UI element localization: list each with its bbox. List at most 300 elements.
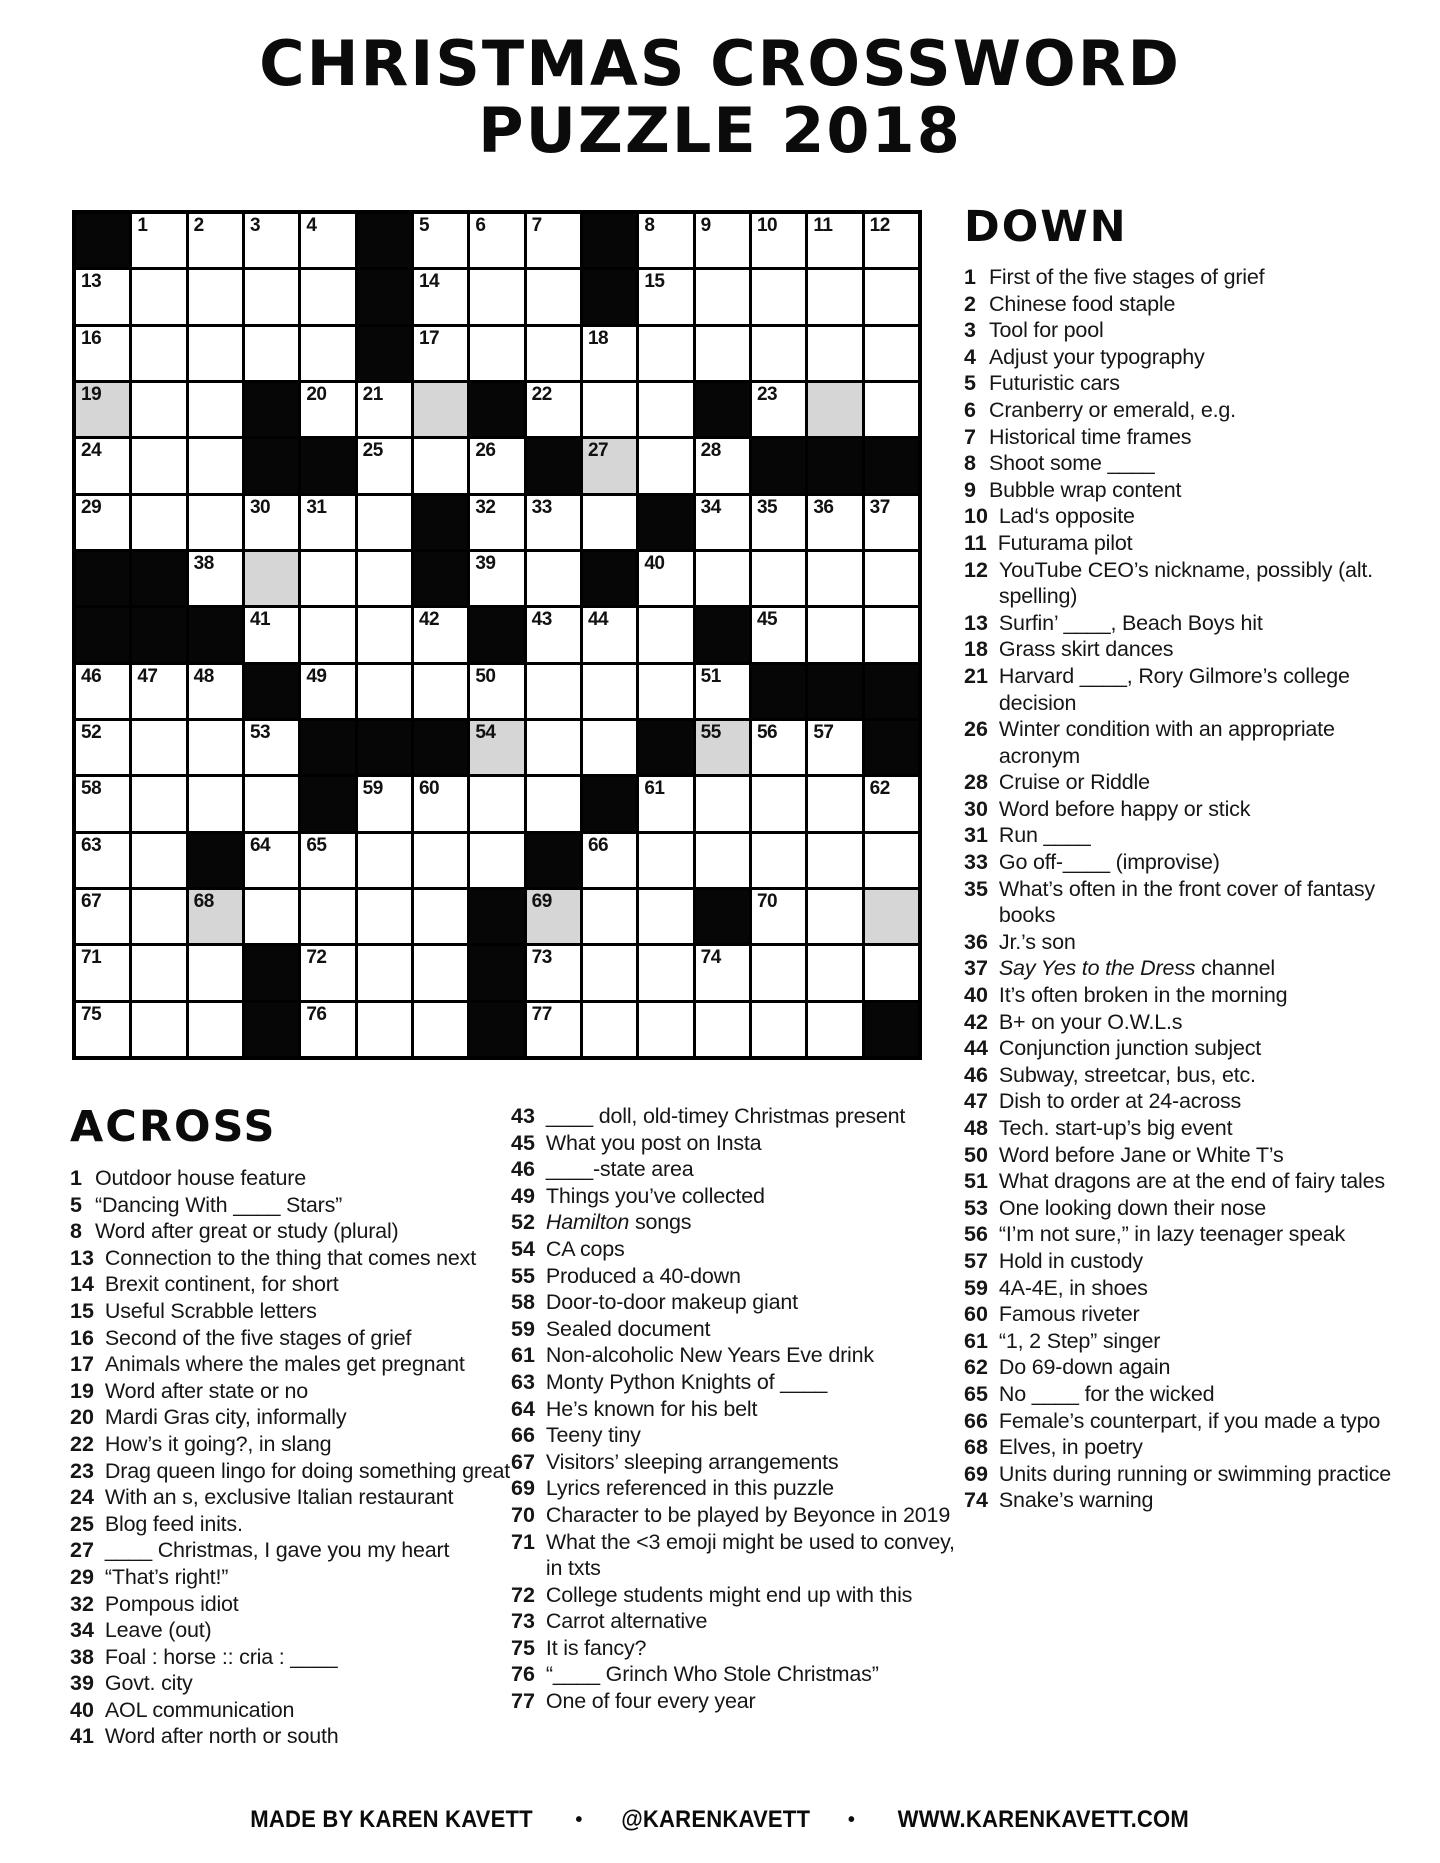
down-clue-21: [964, 663, 1396, 716]
clue-number: 19: [70, 1378, 94, 1403]
grid-cell[interactable]: [808, 496, 861, 549]
grid-cell[interactable]: [696, 327, 749, 380]
cell-number: 57: [813, 721, 834, 743]
grid-cell[interactable]: [639, 552, 692, 605]
grid-cell[interactable]: [639, 946, 692, 999]
grid-cell[interactable]: [527, 777, 580, 830]
grid-cell[interactable]: [76, 496, 129, 549]
grid-cell[interactable]: [358, 834, 411, 887]
clue-number: 29: [70, 1564, 94, 1589]
grid-cell[interactable]: [189, 946, 242, 999]
grid-cell-block: [752, 439, 805, 492]
grid-cell-block: [132, 608, 185, 661]
grid-cell[interactable]: [639, 890, 692, 943]
grid-cell[interactable]: [132, 327, 185, 380]
grid-cell[interactable]: [189, 270, 242, 323]
clue-text: Units during running or swimming practice: [998, 1461, 1392, 1486]
grid-cell[interactable]: [245, 721, 298, 774]
grid-cell[interactable]: [639, 214, 692, 267]
grid-cell[interactable]: [696, 665, 749, 718]
grid-cell[interactable]: [301, 1003, 354, 1056]
down-clue-57: [964, 1248, 1396, 1275]
grid-cell[interactable]: [865, 214, 918, 267]
grid-cell[interactable]: [583, 1003, 636, 1056]
down-clue-26: [964, 716, 1396, 769]
grid-cell[interactable]: [470, 777, 523, 830]
grid-cell[interactable]: [414, 1003, 467, 1056]
grid-cell-shaded[interactable]: [245, 552, 298, 605]
grid-cell[interactable]: [865, 777, 918, 830]
clue-number: 61: [511, 1343, 535, 1368]
clue-text: AOL communication: [104, 1697, 295, 1722]
across-clue-14: [70, 1271, 517, 1298]
clue-text: What’s often in the front cover of fantasy books: [998, 876, 1375, 928]
grid-cell[interactable]: [245, 496, 298, 549]
grid-cell[interactable]: [76, 270, 129, 323]
down-clue-4: [964, 344, 1396, 371]
grid-cell[interactable]: [76, 665, 129, 718]
grid-cell[interactable]: [808, 552, 861, 605]
cell-number: 16: [81, 327, 102, 349]
grid-cell[interactable]: [808, 214, 861, 267]
grid-cell[interactable]: [470, 496, 523, 549]
grid-cell-block: [76, 214, 129, 267]
grid-cell[interactable]: [752, 608, 805, 661]
grid-cell[interactable]: [752, 270, 805, 323]
grid-cell[interactable]: [527, 270, 580, 323]
grid-cell[interactable]: [583, 665, 636, 718]
down-clue-65: [964, 1381, 1396, 1408]
grid-cell[interactable]: [189, 439, 242, 492]
grid-cell[interactable]: [358, 496, 411, 549]
clue-number: 56: [964, 1222, 988, 1247]
across-clue-40: [70, 1697, 517, 1724]
grid-cell[interactable]: [301, 890, 354, 943]
clue-number: 5: [70, 1192, 82, 1217]
clue-number: 36: [964, 929, 988, 954]
grid-cell[interactable]: [696, 946, 749, 999]
down-clue-68: [964, 1434, 1396, 1461]
cell-number: 47: [137, 665, 158, 687]
grid-cell[interactable]: [808, 834, 861, 887]
clue-text: He’s known for his belt: [545, 1396, 758, 1421]
grid-cell[interactable]: [245, 777, 298, 830]
grid-cell[interactable]: [189, 496, 242, 549]
grid-cell[interactable]: [527, 496, 580, 549]
grid-cell[interactable]: [245, 608, 298, 661]
cell-number: 19: [81, 383, 102, 405]
clue-number: 11: [964, 530, 987, 555]
grid-cell[interactable]: [865, 270, 918, 323]
grid-cell[interactable]: [696, 496, 749, 549]
grid-cell[interactable]: [301, 383, 354, 436]
grid-cell[interactable]: [696, 214, 749, 267]
grid-cell[interactable]: [245, 834, 298, 887]
clue-number: 64: [511, 1396, 535, 1421]
clue-number: 32: [70, 1591, 94, 1616]
grid-cell-shaded[interactable]: [583, 439, 636, 492]
cell-number: 64: [249, 834, 271, 856]
grid-cell[interactable]: [583, 608, 636, 661]
cell-number: 3: [249, 215, 261, 236]
cell-number: 32: [475, 496, 496, 518]
grid-cell[interactable]: [414, 608, 467, 661]
grid-cell[interactable]: [414, 439, 467, 492]
clue-text: Carrot alternative: [545, 1609, 708, 1634]
cell-number: 42: [418, 609, 440, 631]
grid-cell[interactable]: [639, 270, 692, 323]
grid-cell[interactable]: [132, 777, 185, 830]
across-clue-17: [70, 1351, 517, 1378]
cell-number: 33: [531, 496, 552, 518]
grid-cell[interactable]: [470, 327, 523, 380]
grid-cell[interactable]: [865, 552, 918, 605]
clue-number: 31: [964, 823, 988, 848]
grid-cell[interactable]: [639, 439, 692, 492]
down-section: [964, 202, 1396, 1514]
grid-cell[interactable]: [470, 439, 523, 492]
grid-cell[interactable]: [189, 383, 242, 436]
clue-number: 58: [511, 1290, 535, 1315]
clue-text: Pompous idiot: [104, 1591, 239, 1616]
cell-number: 7: [531, 215, 542, 236]
clue-number: 54: [511, 1236, 535, 1261]
grid-cell[interactable]: [76, 721, 129, 774]
grid-cell[interactable]: [76, 834, 129, 887]
grid-cell[interactable]: [245, 214, 298, 267]
grid-cell-block: [527, 834, 580, 887]
cell-number: 1: [137, 215, 148, 236]
grid-cell[interactable]: [132, 383, 185, 436]
grid-cell[interactable]: [132, 439, 185, 492]
down-clue-9: [964, 477, 1396, 504]
crossword-grid[interactable]: [72, 210, 922, 1060]
grid-cell[interactable]: [752, 496, 805, 549]
grid-cell[interactable]: [865, 946, 918, 999]
down-clue-8: [964, 450, 1396, 477]
grid-cell[interactable]: [752, 777, 805, 830]
cell-number: 25: [362, 440, 383, 462]
grid-cell[interactable]: [752, 721, 805, 774]
grid-cell[interactable]: [583, 890, 636, 943]
grid-cell[interactable]: [358, 1003, 411, 1056]
clue-text: Character to be played by Beyonce in 2019: [545, 1502, 951, 1527]
grid-cell[interactable]: [752, 1003, 805, 1056]
cell-number: 41: [249, 609, 271, 631]
grid-cell[interactable]: [358, 383, 411, 436]
cell-number: 20: [306, 383, 327, 405]
clue-number: 41: [70, 1724, 94, 1749]
down-clue-33: [964, 849, 1396, 876]
clue-text: Outdoor house feature: [95, 1166, 306, 1190]
grid-cell[interactable]: [696, 552, 749, 605]
grid-cell[interactable]: [639, 777, 692, 830]
grid-cell[interactable]: [414, 214, 467, 267]
grid-cell[interactable]: [696, 834, 749, 887]
grid-cell[interactable]: [132, 665, 185, 718]
grid-cell-block: [470, 608, 523, 661]
grid-cell[interactable]: [527, 665, 580, 718]
across-clue-1: [70, 1165, 517, 1192]
grid-cell[interactable]: [583, 327, 636, 380]
grid-cell-block: [301, 777, 354, 830]
grid-cell[interactable]: [301, 946, 354, 999]
grid-cell[interactable]: [76, 946, 129, 999]
clue-text: Grass skirt dances: [998, 637, 1174, 662]
grid-cell[interactable]: [245, 890, 298, 943]
clue-number: 45: [511, 1130, 535, 1155]
grid-cell[interactable]: [301, 608, 354, 661]
grid-cell[interactable]: [527, 383, 580, 436]
grid-cell[interactable]: [189, 665, 242, 718]
grid-cell[interactable]: [189, 552, 242, 605]
grid-cell[interactable]: [696, 1003, 749, 1056]
grid-cell-block: [301, 721, 354, 774]
grid-cell[interactable]: [865, 327, 918, 380]
grid-cell[interactable]: [808, 608, 861, 661]
grid-cell-block: [583, 552, 636, 605]
grid-cell[interactable]: [414, 890, 467, 943]
grid-cell-shaded[interactable]: [414, 383, 467, 436]
clue-text: Teeny tiny: [545, 1423, 641, 1448]
down-clue-31: [964, 822, 1396, 849]
grid-cell[interactable]: [808, 270, 861, 323]
grid-cell-shaded[interactable]: [696, 721, 749, 774]
grid-cell[interactable]: [414, 777, 467, 830]
grid-cell-shaded[interactable]: [865, 890, 918, 943]
grid-cell[interactable]: [414, 327, 467, 380]
grid-cell[interactable]: [414, 270, 467, 323]
grid-cell[interactable]: [301, 834, 354, 887]
clue-text: Second of the five stages of grief: [104, 1325, 412, 1350]
grid-cell[interactable]: [527, 214, 580, 267]
grid-cell[interactable]: [132, 270, 185, 323]
grid-cell[interactable]: [189, 214, 242, 267]
clue-number: 17: [70, 1352, 94, 1377]
grid-cell[interactable]: [414, 946, 467, 999]
across-clue-63: [511, 1369, 963, 1396]
grid-cell[interactable]: [470, 665, 523, 718]
across-clue-67: [511, 1449, 963, 1476]
clue-text: Monty Python Knights of ____: [545, 1369, 828, 1394]
grid-cell[interactable]: [583, 834, 636, 887]
grid-cell[interactable]: [470, 270, 523, 323]
clue-text: “That’s right!”: [104, 1564, 229, 1589]
grid-cell[interactable]: [583, 496, 636, 549]
grid-cell[interactable]: [189, 1003, 242, 1056]
grid-cell-block: [358, 270, 411, 323]
grid-cell[interactable]: [132, 496, 185, 549]
grid-cell[interactable]: [583, 721, 636, 774]
cell-number: 2: [193, 215, 204, 236]
cell-number: 56: [756, 721, 778, 743]
cell-number: 48: [193, 665, 214, 687]
grid-cell[interactable]: [865, 834, 918, 887]
grid-cell[interactable]: [358, 439, 411, 492]
grid-cell[interactable]: [245, 270, 298, 323]
grid-cell[interactable]: [358, 665, 411, 718]
clue-text: Sealed document: [545, 1316, 711, 1341]
grid-cell[interactable]: [301, 327, 354, 380]
grid-cell[interactable]: [132, 946, 185, 999]
cell-number: 71: [81, 947, 102, 969]
grid-cell[interactable]: [301, 496, 354, 549]
grid-cell[interactable]: [132, 721, 185, 774]
clue-text: Leave (out): [104, 1618, 212, 1643]
grid-cell[interactable]: [752, 214, 805, 267]
grid-cell[interactable]: [639, 327, 692, 380]
grid-cell[interactable]: [865, 383, 918, 436]
clue-text: Say Yes to the Dress channel: [998, 956, 1275, 981]
grid-cell[interactable]: [189, 327, 242, 380]
grid-cell[interactable]: [639, 834, 692, 887]
grid-cell[interactable]: [696, 777, 749, 830]
grid-cell[interactable]: [752, 327, 805, 380]
grid-cell[interactable]: [76, 439, 129, 492]
grid-cell-block: [639, 721, 692, 774]
grid-cell[interactable]: [808, 327, 861, 380]
grid-cell[interactable]: [132, 1003, 185, 1056]
across-clue-64: [511, 1396, 963, 1423]
grid-cell[interactable]: [696, 270, 749, 323]
grid-cell[interactable]: [639, 608, 692, 661]
grid-cell-shaded[interactable]: [808, 383, 861, 436]
grid-cell[interactable]: [808, 721, 861, 774]
clue-text: Harvard ____, Rory Gilmore’s college decision: [998, 663, 1350, 715]
across-clue-22: [70, 1431, 517, 1458]
grid-cell[interactable]: [583, 946, 636, 999]
clue-text: Lad‘s opposite: [998, 504, 1135, 529]
grid-cell[interactable]: [527, 608, 580, 661]
grid-cell[interactable]: [527, 946, 580, 999]
grid-cell-block: [527, 439, 580, 492]
grid-cell[interactable]: [752, 946, 805, 999]
grid-cell[interactable]: [358, 552, 411, 605]
clue-number: 59: [964, 1275, 988, 1300]
across-clue-16: [70, 1325, 517, 1352]
grid-cell[interactable]: [245, 327, 298, 380]
clue-number: 18: [964, 637, 988, 662]
grid-cell[interactable]: [470, 214, 523, 267]
down-clue-2: [964, 291, 1396, 318]
clue-text: Foal : horse :: cria : ____: [104, 1644, 338, 1669]
cell-number: 13: [81, 271, 102, 293]
grid-cell[interactable]: [752, 552, 805, 605]
grid-cell[interactable]: [358, 890, 411, 943]
grid-cell[interactable]: [76, 890, 129, 943]
grid-cell-shaded[interactable]: [189, 890, 242, 943]
grid-cell[interactable]: [808, 1003, 861, 1056]
grid-cell[interactable]: [639, 665, 692, 718]
clue-text: What the <3 emoji might be used to convey, in txts: [545, 1529, 955, 1581]
grid-cell[interactable]: [583, 383, 636, 436]
grid-cell[interactable]: [76, 327, 129, 380]
across-clue-76: [511, 1661, 963, 1688]
grid-cell[interactable]: [527, 721, 580, 774]
clue-number: 26: [964, 717, 988, 742]
cell-number: 66: [587, 834, 609, 856]
grid-cell[interactable]: [301, 270, 354, 323]
grid-cell[interactable]: [132, 214, 185, 267]
cell-number: 59: [362, 778, 383, 800]
across-clue-61: [511, 1342, 963, 1369]
across-clue-list: [70, 1165, 517, 1750]
grid-cell[interactable]: [639, 1003, 692, 1056]
grid-cell[interactable]: [76, 777, 129, 830]
across-clue-52: [511, 1209, 963, 1236]
cell-number: 5: [418, 215, 430, 236]
grid-cell[interactable]: [752, 890, 805, 943]
clue-number: 57: [964, 1248, 988, 1273]
clue-number: 49: [511, 1183, 535, 1208]
grid-cell[interactable]: [76, 1003, 129, 1056]
grid-cell[interactable]: [470, 834, 523, 887]
grid-cell[interactable]: [639, 383, 692, 436]
grid-cell[interactable]: [358, 946, 411, 999]
grid-cell[interactable]: [696, 439, 749, 492]
grid-cell[interactable]: [527, 1003, 580, 1056]
grid-cell-shaded[interactable]: [527, 890, 580, 943]
grid-cell[interactable]: [132, 834, 185, 887]
cell-number: 4: [306, 215, 317, 236]
grid-cell[interactable]: [301, 665, 354, 718]
clue-number: 13: [964, 610, 988, 635]
grid-cell[interactable]: [752, 834, 805, 887]
clue-text: Word after state or no: [104, 1378, 309, 1403]
grid-cell[interactable]: [414, 665, 467, 718]
grid-cell-shaded[interactable]: [76, 383, 129, 436]
grid-cell[interactable]: [865, 608, 918, 661]
across-clue-39: [70, 1670, 517, 1697]
grid-cell[interactable]: [301, 552, 354, 605]
cell-number: 28: [700, 440, 721, 462]
grid-cell[interactable]: [189, 777, 242, 830]
grid-cell[interactable]: [132, 890, 185, 943]
footer-website: WWW.KARENKAVETT.COM: [897, 1806, 1190, 1833]
clue-number: 76: [511, 1662, 535, 1687]
grid-cell[interactable]: [808, 777, 861, 830]
cell-number: 65: [306, 834, 327, 856]
cell-number: 50: [475, 665, 496, 687]
cell-number: 63: [81, 834, 102, 856]
grid-cell-shaded[interactable]: [470, 721, 523, 774]
down-clue-30: [964, 796, 1396, 823]
grid-cell[interactable]: [189, 721, 242, 774]
footer-credits: [0, 1806, 1440, 1834]
clue-text: Dish to order at 24-across: [998, 1089, 1242, 1114]
grid-cell[interactable]: [527, 552, 580, 605]
clue-number: 69: [511, 1476, 535, 1501]
down-clue-13: [964, 610, 1396, 637]
clue-number: 22: [70, 1431, 94, 1456]
grid-cell[interactable]: [358, 608, 411, 661]
cell-number: 45: [756, 609, 778, 631]
grid-cell[interactable]: [358, 777, 411, 830]
clue-text: “____ Grinch Who Stole Christmas”: [545, 1662, 879, 1687]
grid-cell[interactable]: [808, 890, 861, 943]
grid-cell[interactable]: [865, 496, 918, 549]
grid-cell[interactable]: [527, 327, 580, 380]
grid-cell[interactable]: [752, 383, 805, 436]
cell-number: 8: [644, 215, 655, 236]
clue-text: How’s it going?, in slang: [104, 1431, 332, 1456]
grid-cell[interactable]: [301, 214, 354, 267]
grid-cell[interactable]: [808, 946, 861, 999]
grid-cell[interactable]: [470, 552, 523, 605]
clue-number: 60: [964, 1302, 988, 1327]
grid-cell[interactable]: [414, 834, 467, 887]
grid-cell-block: [752, 665, 805, 718]
